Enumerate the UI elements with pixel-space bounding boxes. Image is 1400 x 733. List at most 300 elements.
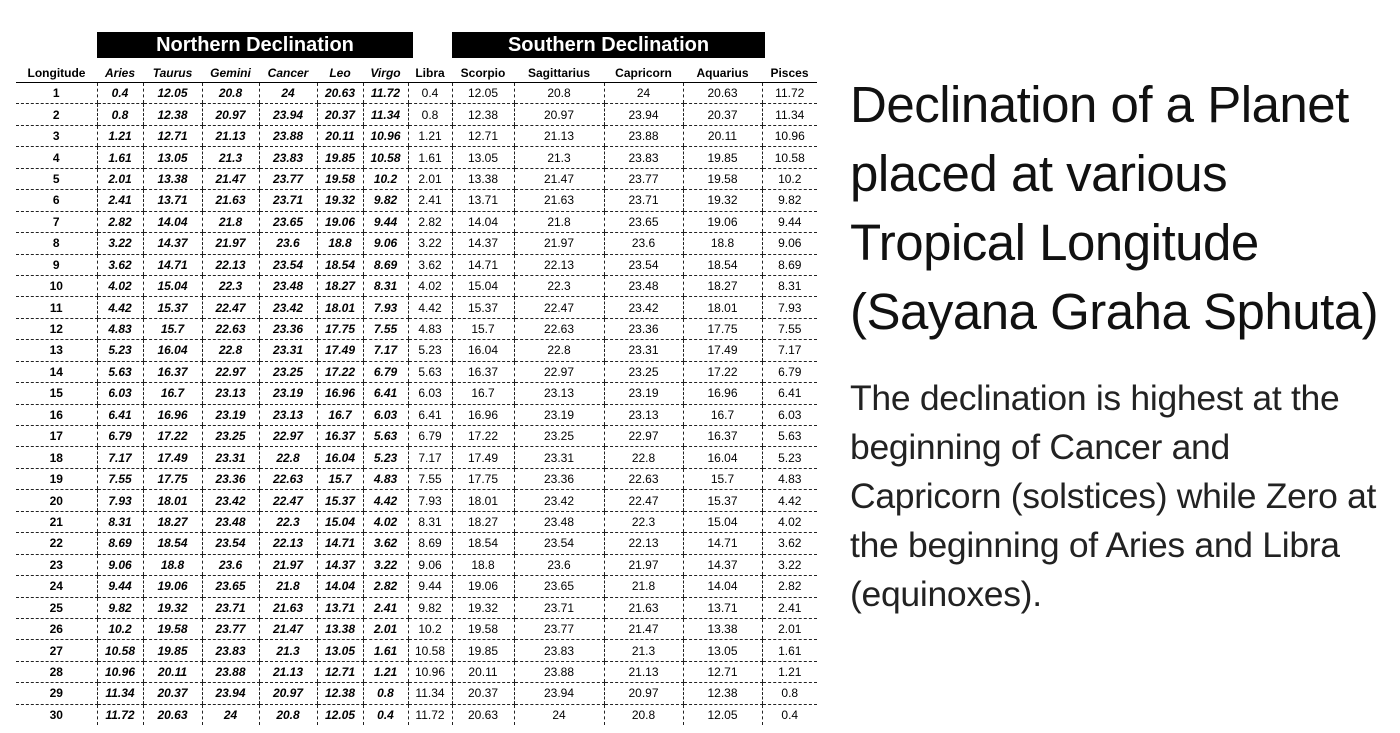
- declination-cell: 23.83: [202, 640, 259, 661]
- column-header: Cancer: [259, 63, 317, 83]
- table-row: [16, 683, 817, 704]
- declination-cell: 21.8: [259, 576, 317, 597]
- declination-cell: 6.41: [762, 383, 817, 404]
- declination-cell: 23.42: [202, 490, 259, 511]
- declination-cell: 14.04: [452, 211, 514, 232]
- declination-cell: 0.8: [363, 683, 408, 704]
- table-row: [16, 490, 817, 511]
- longitude-cell: 10: [16, 275, 97, 296]
- declination-cell: 22.47: [514, 297, 604, 318]
- declination-cell: 23.19: [604, 383, 683, 404]
- table-row: [16, 104, 817, 125]
- declination-cell: 4.42: [762, 490, 817, 511]
- declination-cell: 6.79: [363, 361, 408, 382]
- declination-cell: 7.55: [408, 468, 452, 489]
- declination-cell: 20.8: [259, 704, 317, 725]
- declination-cell: 22.63: [604, 468, 683, 489]
- declination-cell: 23.31: [202, 447, 259, 468]
- declination-cell: 16.96: [317, 383, 363, 404]
- declination-cell: 9.06: [408, 554, 452, 575]
- longitude-cell: 8: [16, 233, 97, 254]
- declination-cell: 12.71: [317, 661, 363, 682]
- declination-cell: 9.06: [762, 233, 817, 254]
- table-row: [16, 125, 817, 146]
- declination-cell: 6.41: [363, 383, 408, 404]
- declination-cell: 17.75: [683, 318, 762, 339]
- declination-cell: 18.54: [452, 533, 514, 554]
- declination-cell: 8.69: [762, 254, 817, 275]
- declination-cell: 18.27: [452, 511, 514, 532]
- northern-declination-banner: Northern Declination: [97, 32, 413, 58]
- declination-cell: 18.8: [143, 554, 202, 575]
- declination-cell: 17.22: [452, 426, 514, 447]
- declination-cell: 6.79: [408, 426, 452, 447]
- declination-cell: 23.94: [202, 683, 259, 704]
- column-header: Gemini: [202, 63, 259, 83]
- declination-cell: 3.22: [97, 233, 143, 254]
- declination-cell: 21.97: [202, 233, 259, 254]
- declination-cell: 20.37: [143, 683, 202, 704]
- declination-cell: 8.31: [762, 275, 817, 296]
- declination-cell: 9.82: [408, 597, 452, 618]
- declination-cell: 20.37: [317, 104, 363, 125]
- declination-cell: 4.83: [363, 468, 408, 489]
- declination-cell: 9.44: [408, 576, 452, 597]
- longitude-cell: 4: [16, 147, 97, 168]
- table-row: [16, 511, 817, 532]
- declination-cell: 23.36: [202, 468, 259, 489]
- table-row: [16, 661, 817, 682]
- longitude-cell: 14: [16, 361, 97, 382]
- declination-table: [16, 63, 817, 725]
- declination-cell: 8.69: [363, 254, 408, 275]
- declination-cell: 23.19: [202, 404, 259, 425]
- declination-cell: 21.63: [259, 597, 317, 618]
- declination-cell: 18.27: [143, 511, 202, 532]
- declination-cell: 16.04: [317, 447, 363, 468]
- declination-cell: 22.3: [514, 275, 604, 296]
- declination-cell: 14.04: [317, 576, 363, 597]
- declination-cell: 13.71: [683, 597, 762, 618]
- declination-cell: 6.41: [408, 404, 452, 425]
- declination-cell: 23.19: [259, 383, 317, 404]
- declination-cell: 23.54: [514, 533, 604, 554]
- declination-cell: 19.32: [683, 190, 762, 211]
- declination-cell: 18.01: [683, 297, 762, 318]
- declination-cell: 20.8: [514, 83, 604, 104]
- declination-cell: 19.06: [317, 211, 363, 232]
- declination-cell: 3.22: [363, 554, 408, 575]
- declination-cell: 9.06: [97, 554, 143, 575]
- declination-cell: 23.25: [202, 426, 259, 447]
- declination-cell: 23.42: [604, 297, 683, 318]
- declination-cell: 21.47: [604, 618, 683, 639]
- declination-cell: 7.93: [762, 297, 817, 318]
- longitude-cell: 30: [49, 707, 63, 722]
- table-row: [16, 640, 817, 661]
- declination-cell: 23.83: [514, 640, 604, 661]
- declination-cell: 23.65: [202, 576, 259, 597]
- declination-cell: 4.42: [408, 297, 452, 318]
- declination-cell: 14.71: [317, 533, 363, 554]
- page-title: Declination of a Planet placed at various Tropical Longitude (Sayana Graha Sphuta): [850, 76, 1379, 340]
- column-header: Aquarius: [683, 63, 762, 83]
- declination-cell: 2.41: [762, 597, 817, 618]
- declination-cell: 14.37: [143, 233, 202, 254]
- declination-cell: 16.96: [452, 404, 514, 425]
- declination-cell: 23.71: [604, 190, 683, 211]
- declination-cell: 13.71: [317, 597, 363, 618]
- table-row: [16, 704, 817, 725]
- declination-cell: 16.7: [143, 383, 202, 404]
- declination-cell: 1.61: [363, 640, 408, 661]
- declination-cell: 3.62: [408, 254, 452, 275]
- declination-cell: 23.88: [259, 125, 317, 146]
- table-row: [16, 404, 817, 425]
- declination-cell: 17.49: [143, 447, 202, 468]
- declination-cell: 22.13: [604, 533, 683, 554]
- declination-cell: 20.11: [452, 661, 514, 682]
- declination-cell: 17.22: [143, 426, 202, 447]
- declination-cell: 21.3: [604, 640, 683, 661]
- declination-cell: 4.83: [408, 318, 452, 339]
- declination-cell: 19.32: [452, 597, 514, 618]
- declination-cell: 23.65: [514, 576, 604, 597]
- column-header: Longitude: [16, 63, 97, 83]
- table-row: [16, 275, 817, 296]
- declination-cell: 19.06: [452, 576, 514, 597]
- declination-cell: 22.3: [202, 275, 259, 296]
- declination-cell: 22.8: [514, 340, 604, 361]
- declination-cell: 22.63: [202, 318, 259, 339]
- declination-cell: 0.4: [363, 704, 408, 725]
- declination-cell: 2.41: [363, 597, 408, 618]
- declination-cell: 22.97: [202, 361, 259, 382]
- declination-cell: 13.71: [143, 190, 202, 211]
- declination-cell: 15.37: [143, 297, 202, 318]
- declination-cell: 24: [259, 83, 317, 104]
- table-row: [16, 597, 817, 618]
- declination-cell: 23.25: [604, 361, 683, 382]
- declination-cell: 22.47: [259, 490, 317, 511]
- declination-cell: 20.97: [604, 683, 683, 704]
- declination-cell: 21.13: [604, 661, 683, 682]
- declination-cell: 23.48: [259, 275, 317, 296]
- declination-cell: 17.49: [683, 340, 762, 361]
- declination-cell: 9.82: [363, 190, 408, 211]
- declination-cell: 23.19: [514, 404, 604, 425]
- declination-cell: 10.96: [762, 125, 817, 146]
- declination-cell: 21.3: [202, 147, 259, 168]
- declination-cell: 7.17: [762, 340, 817, 361]
- declination-cell: 20.63: [317, 83, 363, 104]
- declination-cell: 21.3: [514, 147, 604, 168]
- declination-cell: 23.48: [514, 511, 604, 532]
- longitude-cell: 5: [16, 168, 97, 189]
- declination-cell: 3.62: [363, 533, 408, 554]
- declination-cell: 9.44: [762, 211, 817, 232]
- declination-cell: 22.3: [259, 511, 317, 532]
- declination-cell: 6.03: [762, 404, 817, 425]
- declination-cell: 10.96: [363, 125, 408, 146]
- longitude-cell: 26: [16, 618, 97, 639]
- table-row: [16, 447, 817, 468]
- table-row: [16, 318, 817, 339]
- table-row: [16, 554, 817, 575]
- declination-cell: 23.54: [604, 254, 683, 275]
- declination-cell: 12.38: [452, 104, 514, 125]
- declination-cell: 19.85: [143, 640, 202, 661]
- declination-cell: 7.17: [363, 340, 408, 361]
- declination-cell: 15.7: [452, 318, 514, 339]
- declination-cell: 19.85: [317, 147, 363, 168]
- declination-cell: 23.71: [259, 190, 317, 211]
- declination-cell: 4.42: [363, 490, 408, 511]
- declination-cell: 10.96: [408, 661, 452, 682]
- declination-cell: 23.6: [514, 554, 604, 575]
- longitude-cell: 2: [16, 104, 97, 125]
- declination-cell: 14.37: [683, 554, 762, 575]
- declination-cell: 6.79: [762, 361, 817, 382]
- declination-cell: 22.3: [604, 511, 683, 532]
- declination-cell: 2.41: [408, 190, 452, 211]
- declination-cell: 23.94: [514, 683, 604, 704]
- declination-cell: 17.49: [452, 447, 514, 468]
- declination-cell: 15.04: [317, 511, 363, 532]
- table-row: [16, 340, 817, 361]
- declination-cell: 21.47: [202, 168, 259, 189]
- longitude-cell: 17: [16, 426, 97, 447]
- declination-cell: 20.63: [452, 704, 514, 725]
- table-row: [16, 618, 817, 639]
- declination-cell: 10.96: [97, 661, 143, 682]
- declination-cell: 14.04: [143, 211, 202, 232]
- declination-cell: 21.97: [604, 554, 683, 575]
- declination-cell: 18.01: [317, 297, 363, 318]
- declination-cell: 23.88: [202, 661, 259, 682]
- declination-cell: 22.97: [514, 361, 604, 382]
- declination-cell: 1.21: [762, 661, 817, 682]
- declination-cell: 23.13: [514, 383, 604, 404]
- declination-cell: 21.97: [259, 554, 317, 575]
- declination-cell: 13.71: [452, 190, 514, 211]
- declination-cell: 5.23: [97, 340, 143, 361]
- declination-cell: 19.58: [683, 168, 762, 189]
- table-row: [16, 576, 817, 597]
- declination-cell: 20.97: [514, 104, 604, 125]
- declination-cell: 1.21: [408, 125, 452, 146]
- declination-cell: 16.7: [452, 383, 514, 404]
- declination-cell: 19.58: [143, 618, 202, 639]
- declination-cell: 20.63: [683, 83, 762, 104]
- declination-cell: 2.01: [408, 168, 452, 189]
- declination-cell: 13.05: [683, 640, 762, 661]
- declination-cell: 22.13: [259, 533, 317, 554]
- declination-cell: 21.3: [259, 640, 317, 661]
- declination-cell: 15.04: [143, 275, 202, 296]
- declination-cell: 5.63: [363, 426, 408, 447]
- declination-cell: 17.22: [683, 361, 762, 382]
- declination-cell: 5.23: [762, 447, 817, 468]
- declination-cell: 18.27: [317, 275, 363, 296]
- declination-cell: 9.44: [363, 211, 408, 232]
- table-row: [16, 254, 817, 275]
- declination-cell: 8.31: [97, 511, 143, 532]
- declination-cell: 18.8: [317, 233, 363, 254]
- table-row: [16, 190, 817, 211]
- column-header: Aries: [97, 63, 143, 83]
- declination-cell: 7.17: [97, 447, 143, 468]
- declination-cell: 23.83: [259, 147, 317, 168]
- declination-cell: 20.97: [202, 104, 259, 125]
- declination-cell: 9.44: [97, 576, 143, 597]
- column-header: Taurus: [143, 63, 202, 83]
- declination-cell: 24: [514, 704, 604, 725]
- declination-cell: 10.58: [408, 640, 452, 661]
- declination-cell: 12.38: [683, 683, 762, 704]
- declination-cell: 16.7: [317, 404, 363, 425]
- declination-cell: 20.8: [202, 83, 259, 104]
- column-header: Libra: [408, 63, 452, 83]
- table-row: [16, 426, 817, 447]
- declination-cell: 21.63: [514, 190, 604, 211]
- declination-cell: 23.6: [259, 233, 317, 254]
- declination-cell: 6.41: [97, 404, 143, 425]
- southern-declination-banner: Southern Declination: [452, 32, 765, 58]
- column-header: Sagittarius: [514, 63, 604, 83]
- table-row: [16, 233, 817, 254]
- declination-cell: 16.96: [143, 404, 202, 425]
- declination-cell: 22.97: [604, 426, 683, 447]
- declination-cell: 21.13: [259, 661, 317, 682]
- declination-cell: 23.36: [604, 318, 683, 339]
- table-body: [16, 83, 817, 726]
- declination-cell: 0.8: [97, 104, 143, 125]
- declination-cell: 23.77: [514, 618, 604, 639]
- declination-cell: 10.58: [363, 147, 408, 168]
- declination-cell: 23.13: [202, 383, 259, 404]
- declination-cell: 6.03: [408, 383, 452, 404]
- declination-cell: 14.37: [317, 554, 363, 575]
- declination-cell: 5.63: [762, 426, 817, 447]
- declination-cell: 18.54: [683, 254, 762, 275]
- declination-cell: 1.21: [97, 125, 143, 146]
- declination-cell: 13.38: [143, 168, 202, 189]
- declination-cell: 20.11: [683, 125, 762, 146]
- column-header: Capricorn: [604, 63, 683, 83]
- declination-cell: 20.11: [143, 661, 202, 682]
- table-row: [16, 361, 817, 382]
- declination-cell: 21.63: [202, 190, 259, 211]
- declination-cell: 23.48: [202, 511, 259, 532]
- declination-cell: 22.13: [202, 254, 259, 275]
- declination-cell: 8.31: [408, 511, 452, 532]
- declination-cell: 3.62: [97, 254, 143, 275]
- declination-cell: 6.79: [97, 426, 143, 447]
- declination-cell: 23.54: [259, 254, 317, 275]
- declination-cell: 12.38: [143, 104, 202, 125]
- declination-cell: 2.82: [97, 211, 143, 232]
- declination-cell: 8.69: [408, 533, 452, 554]
- declination-cell: 22.47: [202, 297, 259, 318]
- declination-cell: 0.4: [408, 83, 452, 104]
- longitude-cell: 25: [16, 597, 97, 618]
- declination-cell: 11.72: [762, 83, 817, 104]
- declination-cell: 5.23: [363, 447, 408, 468]
- declination-cell: 14.71: [452, 254, 514, 275]
- declination-cell: 7.93: [408, 490, 452, 511]
- description-text: The declination is highest at the beginning of Cancer and Capricorn (solstices) while Zero at the beginning of Aries and Libra (equinoxes).: [850, 378, 1377, 614]
- declination-cell: 22.13: [514, 254, 604, 275]
- declination-cell: 23.42: [259, 297, 317, 318]
- declination-cell: 21.13: [202, 125, 259, 146]
- table-row: [16, 83, 817, 104]
- declination-cell: 18.8: [683, 233, 762, 254]
- longitude-cell: 12: [16, 318, 97, 339]
- declination-cell: 12.05: [143, 83, 202, 104]
- longitude-cell: 20: [16, 490, 97, 511]
- declination-cell: 23.25: [514, 426, 604, 447]
- declination-cell: 24: [604, 83, 683, 104]
- column-header: Scorpio: [452, 63, 514, 83]
- table-row: [16, 168, 817, 189]
- declination-cell: 15.04: [683, 511, 762, 532]
- column-header: Virgo: [363, 63, 408, 83]
- declination-cell: 15.7: [143, 318, 202, 339]
- declination-cell: 14.37: [452, 233, 514, 254]
- declination-cell: 20.37: [683, 104, 762, 125]
- declination-cell: 23.65: [604, 211, 683, 232]
- declination-cell: 0.8: [762, 683, 817, 704]
- declination-cell: 10.2: [762, 168, 817, 189]
- declination-cell: 2.01: [762, 618, 817, 639]
- declination-cell: 19.06: [143, 576, 202, 597]
- declination-cell: 23.36: [259, 318, 317, 339]
- longitude-cell: 18: [16, 447, 97, 468]
- declination-cell: 22.63: [259, 468, 317, 489]
- declination-cell: 14.71: [143, 254, 202, 275]
- declination-cell: 2.01: [97, 168, 143, 189]
- declination-cell: 23.83: [604, 147, 683, 168]
- declination-cell: 23.13: [604, 404, 683, 425]
- declination-cell: 10.58: [762, 147, 817, 168]
- declination-cell: 12.71: [143, 125, 202, 146]
- longitude-cell: 24: [16, 576, 97, 597]
- declination-cell: 7.55: [762, 318, 817, 339]
- declination-cell: 23.88: [514, 661, 604, 682]
- column-header: Leo: [317, 63, 363, 83]
- declination-cell: 2.82: [363, 576, 408, 597]
- declination-cell: 11.34: [363, 104, 408, 125]
- declination-cell: 4.02: [97, 275, 143, 296]
- declination-cell: 23.13: [259, 404, 317, 425]
- longitude-cell: 29: [16, 683, 97, 704]
- longitude-cell: 21: [16, 511, 97, 532]
- declination-cell: 7.93: [363, 297, 408, 318]
- declination-cell: 4.02: [762, 511, 817, 532]
- declination-cell: 21.63: [604, 597, 683, 618]
- declination-cell: 11.72: [363, 83, 408, 104]
- declination-cell: 14.71: [683, 533, 762, 554]
- declination-cell: 13.05: [317, 640, 363, 661]
- declination-cell: 22.63: [514, 318, 604, 339]
- side-panel: [850, 70, 1390, 619]
- declination-cell: 23.6: [604, 233, 683, 254]
- declination-cell: 10.2: [97, 618, 143, 639]
- declination-cell: 20.63: [143, 704, 202, 725]
- declination-cell: 19.32: [317, 190, 363, 211]
- declination-cell: 23.71: [202, 597, 259, 618]
